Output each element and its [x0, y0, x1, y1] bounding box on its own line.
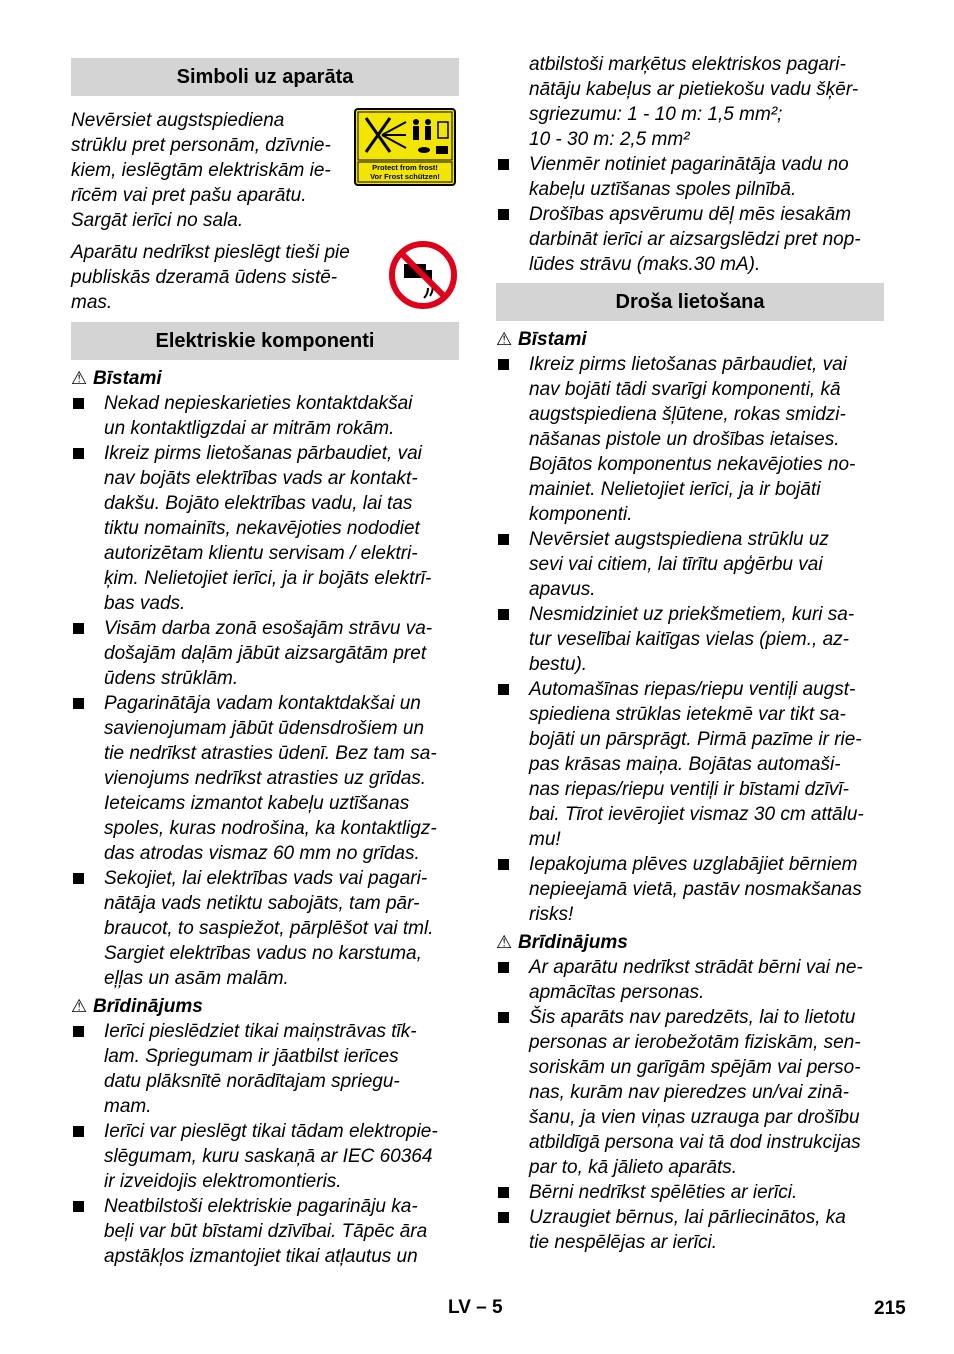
danger-label: ⚠ Bīstami: [496, 329, 587, 350]
symbols-intro-text: Nevērsiet augstspiediena strūklu pret personām, dzīvnie- kiem, ieslēgtām elektriskām ie- rīcēm vai pret pašu aparātu. Sargāt ierīci no sala.: [71, 110, 331, 231]
footer-page-number: 215: [874, 1298, 906, 1319]
bullet-square-icon: [498, 859, 509, 870]
warning-triangle-icon: ⚠: [71, 368, 88, 388]
continued-text: atbilstoši marķētus elektriskos pagari- nātāju kabeļus ar pietiekošu vadu šķēr- sgriezumu: 1 - 10 m: 1,5 mm²; 10 - 30 m: 2,5 mm²: [529, 54, 859, 150]
bullet-square-icon: [498, 1212, 509, 1223]
warning-triangle-icon: ⚠: [71, 996, 88, 1016]
bullet-square-icon: [498, 534, 509, 545]
bullet-square-icon: [498, 359, 509, 370]
section-heading-symbols: Simboli uz aparāta: [71, 58, 459, 96]
no-drinking-water-connection-icon: [388, 240, 458, 310]
bullet-square-icon: [73, 698, 84, 709]
section-heading-electrical: Elektriskie komponenti: [71, 322, 459, 360]
danger-label: ⚠ Bīstami: [71, 368, 162, 389]
footer-language-page: LV – 5: [448, 1297, 503, 1318]
bullet-square-icon: [498, 609, 509, 620]
bullet-square-icon: [498, 159, 509, 170]
bullet-square-icon: [73, 1026, 84, 1037]
bullet-square-icon: [73, 1201, 84, 1212]
bullet-square-icon: [73, 1126, 84, 1137]
frost-label-de: Vor Frost schützen!: [370, 172, 440, 181]
water-system-text: Aparātu nedrīkst pieslēgt tieši pie publiskās dzeramā ūdens sistē- mas.: [71, 242, 350, 313]
section-heading-safe-use: Droša lietošana: [496, 283, 884, 321]
warning-label: ⚠ Brīdinājums: [496, 932, 628, 953]
frost-protection-symbol: [354, 108, 456, 186]
bullet-square-icon: [73, 448, 84, 459]
bullet-square-icon: [498, 962, 509, 973]
bullet-square-icon: [498, 1187, 509, 1198]
bullet-square-icon: [498, 684, 509, 695]
bullet-square-icon: [73, 398, 84, 409]
frost-label-en: Protect from frost!: [372, 163, 438, 172]
bullet-square-icon: [498, 209, 509, 220]
bullet-square-icon: [73, 873, 84, 884]
bullet-square-icon: [73, 623, 84, 634]
warning-triangle-icon: ⚠: [496, 329, 513, 349]
warning-triangle-icon: ⚠: [496, 932, 513, 952]
warning-label: ⚠ Brīdinājums: [71, 996, 203, 1017]
bullet-square-icon: [498, 1012, 509, 1023]
